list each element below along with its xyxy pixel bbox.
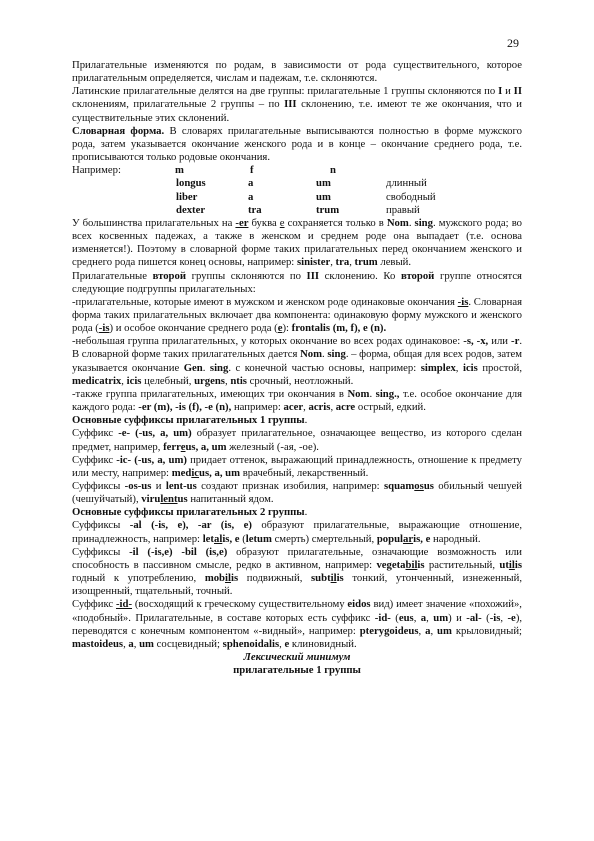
paragraph-subgroup-two-endings: -прилагательные, которые имеют в мужском и женском роде одинаковые окончания -is. Словарная форма таких прилагательных включает два компонента: одинаковую форму мужского и женского рода (-is) и особое окончание среднего рода (e): frontalis (m, f), e (n).	[72, 295, 522, 335]
paragraph-suffix-id: Суффикс -id- (восходящий к греческому существительному eidos вид) имеет значение «похожий», «подобный». Прилагательные, в составе которых есть суффикс -id- (eus, a, um) и -al- (-is, -e), переводятся с конечным компонентом «-видный», например: pterygoideus, a, um крыловидный; mastoideus, a, um сосцевидный; sphenoidalis, e клиновидный.	[72, 598, 523, 650]
paragraph-subgroup-one-ending: -небольшая группа прилагательных, у которых окончание во всех родах одинаковое: -s, -x, или -r. В словарной форме таких прилагательных дается Nom. sing. – форма, общая для всех родов, затем указывается окончание Gen. sing. с конечной частью основы, например: simplex, icis простой, medicatrix, icis целебный, urgens, ntis срочный, неотложный.	[72, 335, 522, 387]
page-content	[72, 59, 522, 677]
paragraph-subgroup-three-endings: -также группа прилагательных, имеющих три окончания в Nom. sing., т.е. особое окончание для каждого рода: -er (m), -is (f), -e (n), например: acer, acris, acre острый, едкий.	[72, 387, 523, 414]
section-title-lexical-minimum: Лексический минимум	[243, 651, 351, 664]
heading-suffixes-group-2: Основные суффиксы прилагательных 2 группы.	[72, 506, 308, 519]
page-number: 29	[507, 36, 519, 50]
paragraph-dictionary-form: Словарная форма. В словарях прилагательные выписываются полностью в форме мужского рода, затем указывается окончание женского рода и в конце – окончание среднего рода, т.е. прописываются только родовые окончания.	[72, 124, 522, 164]
paragraph-suffix-ic: Суффикс -ic- (-us, a, um) придает оттенок, выражающий принадлежность, отношение к предмету или месту, например: medicus, a, um врачебный, лекарственный.	[72, 453, 522, 479]
example-row: liber a um свободный	[176, 190, 436, 203]
paragraph-suffix-os-lent: Суффиксы -os-us и lent-us создают признак изобилия, например: squamosus обильный чешуей (чешуйчатый), virulentus напитанный ядом.	[72, 480, 522, 506]
paragraph-intro: Прилагательные изменяются по родам, в зависимости от рода существительного, которое прилагательным определяется, числам и падежам, т.е. склоняются.	[72, 59, 522, 85]
paragraph-second-group: Прилагательные второй группы склоняются по III склонению. Ко второй группе относятся следующие подгруппы прилагательных:	[72, 269, 522, 295]
paragraph-er-adjectives: У большинства прилагательных на -er буква e сохраняется только в Nom. sing. мужского рода; во всех косвенных падежах, а также в женском и среднем роде она выпадает (т.е. основа изменяется!). Поэтому в словарной форме таких прилагательных перед окончанием женского и среднего рода пишется конец основы, например: sinister, tra, trum левый.	[72, 216, 523, 269]
example-row: dexter tra trum правый	[176, 203, 420, 216]
paragraph-suffix-e: Суффикс -e- (-us, a, um) образует прилагательное, означающее вещество, из которого сделан предмет, например, ferreus, a, um железный (-ая, -ое).	[72, 427, 522, 453]
example-header: Например: m f n	[72, 164, 336, 177]
section-subtitle: прилагательные 1 группы	[233, 664, 361, 677]
heading-suffixes-group-1: Основные суффиксы прилагательных 1 группы.	[72, 414, 308, 427]
paragraph-groups: Латинские прилагательные делятся на две группы: прилагательные 1 группы склоняются по I и II склонениям, прилагательные 2 группы – по III склонению, т.е. имеют те же окончания, что и существительные этих склонений.	[72, 85, 522, 124]
paragraph-suffix-al-ar: Суффиксы -al (-is, e), -ar (is, e) образуют прилагательные, выражающие отношение, принадлежность, например: letalis, e (letum смерть) смертельный, popularis, e народный.	[72, 519, 522, 545]
example-row: longus a um длинный	[176, 177, 427, 190]
paragraph-suffix-il-bil: Суффиксы -il (-is,e) -bil (is,e) образуют прилагательные, означающие возможность или способность в пассивном смысле, редко в активном, например: vegetabilis растительный, utilis годный к употреблению, mobilis подвижный, subtilis тонкий, утонченный, изнеженный, изощренный, тщательный, точный.	[72, 545, 523, 598]
